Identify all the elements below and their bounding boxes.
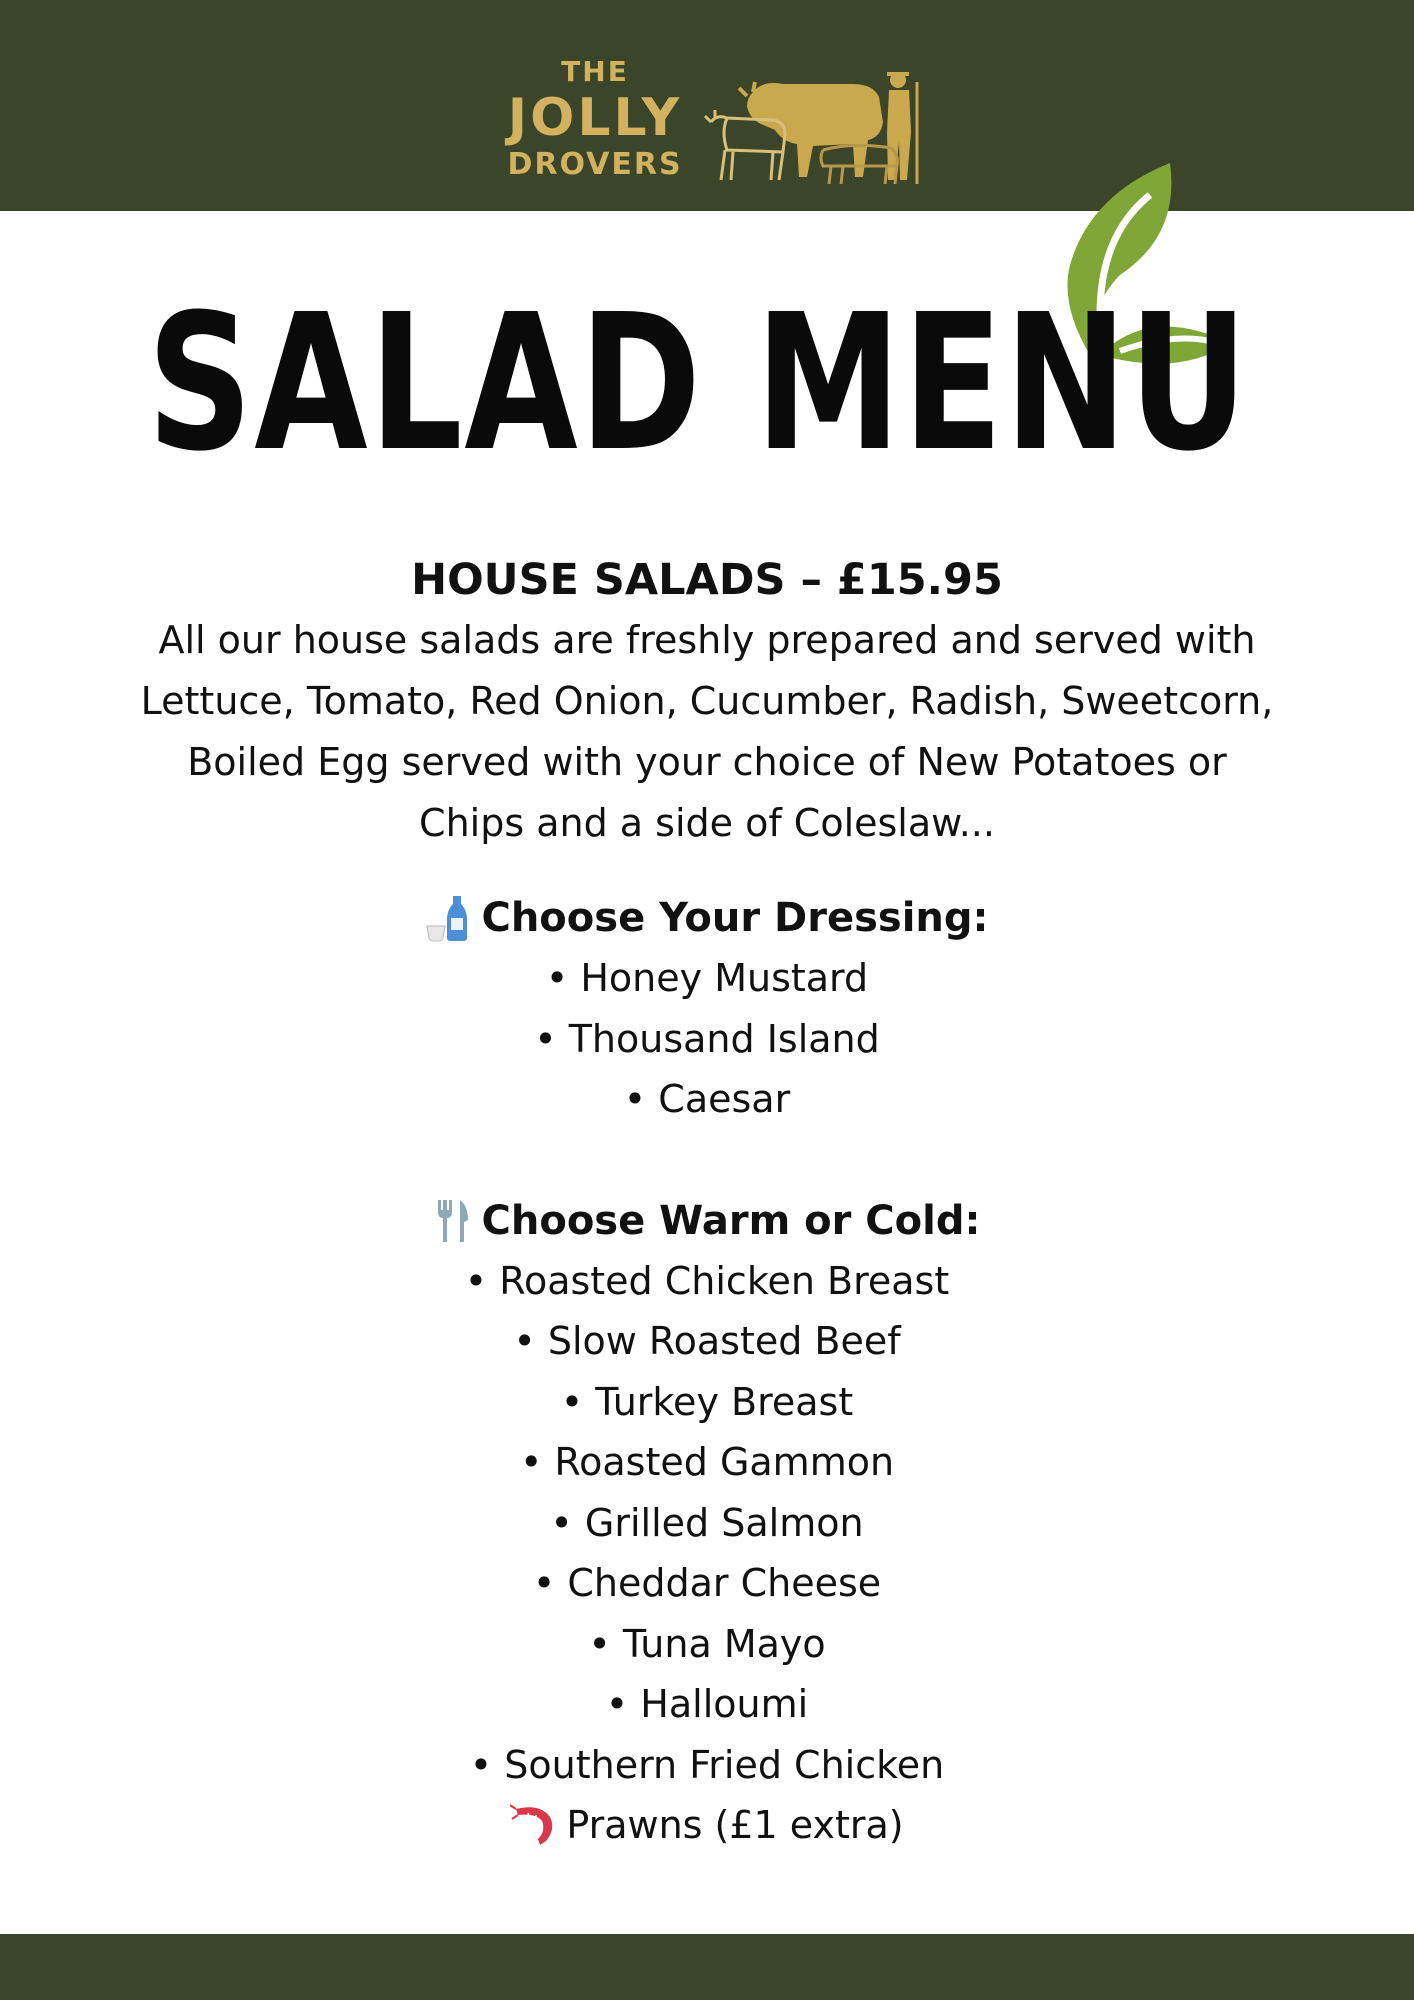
list-item: • Thousand Island	[534, 1016, 880, 1061]
page-title: SALAD MENU	[147, 274, 1250, 493]
protein-heading-row	[107, 1191, 1307, 1251]
protein-list	[107, 1251, 1307, 1856]
protein-section	[107, 1191, 1307, 1856]
list-item: • Honey Mustard	[545, 956, 869, 1000]
list-item: • Tuna Mayo	[588, 1621, 826, 1666]
fork-knife-icon	[434, 1198, 470, 1244]
dressing-list	[107, 948, 1307, 1130]
list-item: • Caesar	[623, 1077, 791, 1121]
logo-the-text: THE	[561, 55, 629, 88]
list-item: • Roasted Chicken Breast	[464, 1258, 950, 1303]
list-item: • Grilled Salmon	[550, 1500, 864, 1545]
list-item: • Slow Roasted Beef	[513, 1319, 901, 1363]
logo-drovers-text: DROVERS	[507, 147, 683, 182]
list-item: • Halloumi	[605, 1682, 809, 1726]
list-item: • Cheddar Cheese	[532, 1561, 882, 1605]
list-item: • Roasted Gammon	[519, 1440, 895, 1484]
logo-jolly-text: JOLLY	[507, 88, 683, 148]
dressing-heading: Choose Your Dressing:	[481, 895, 989, 941]
dressing-heading-row	[107, 888, 1307, 948]
house-salads-heading: HOUSE SALADS – £15.95	[411, 555, 1003, 605]
prawns-extra-item	[107, 1795, 1307, 1856]
shrimp-icon	[510, 1803, 556, 1847]
protein-heading: Choose Warm or Cold:	[481, 1197, 981, 1244]
sake-bottle-icon	[425, 894, 469, 942]
list-item: • Turkey Breast	[560, 1379, 854, 1424]
list-item: • Southern Fried Chicken	[469, 1742, 945, 1787]
prawns-label: Prawns (£1 extra)	[566, 1803, 904, 1847]
cattle-drover-icon	[703, 62, 933, 187]
house-salads-description: All our house salads are freshly prepared and served with Lettuce, Tomato, Red Onion, Cucumber, Radish, Sweetcorn, Boiled Egg served with your choice of New Potatoes or Chips and a side of Coleslaw...	[140, 618, 1274, 845]
menu-content	[107, 550, 1307, 1856]
dressing-section	[107, 888, 1307, 1130]
brand-logo	[495, 52, 935, 187]
footer-band	[0, 1934, 1414, 2000]
